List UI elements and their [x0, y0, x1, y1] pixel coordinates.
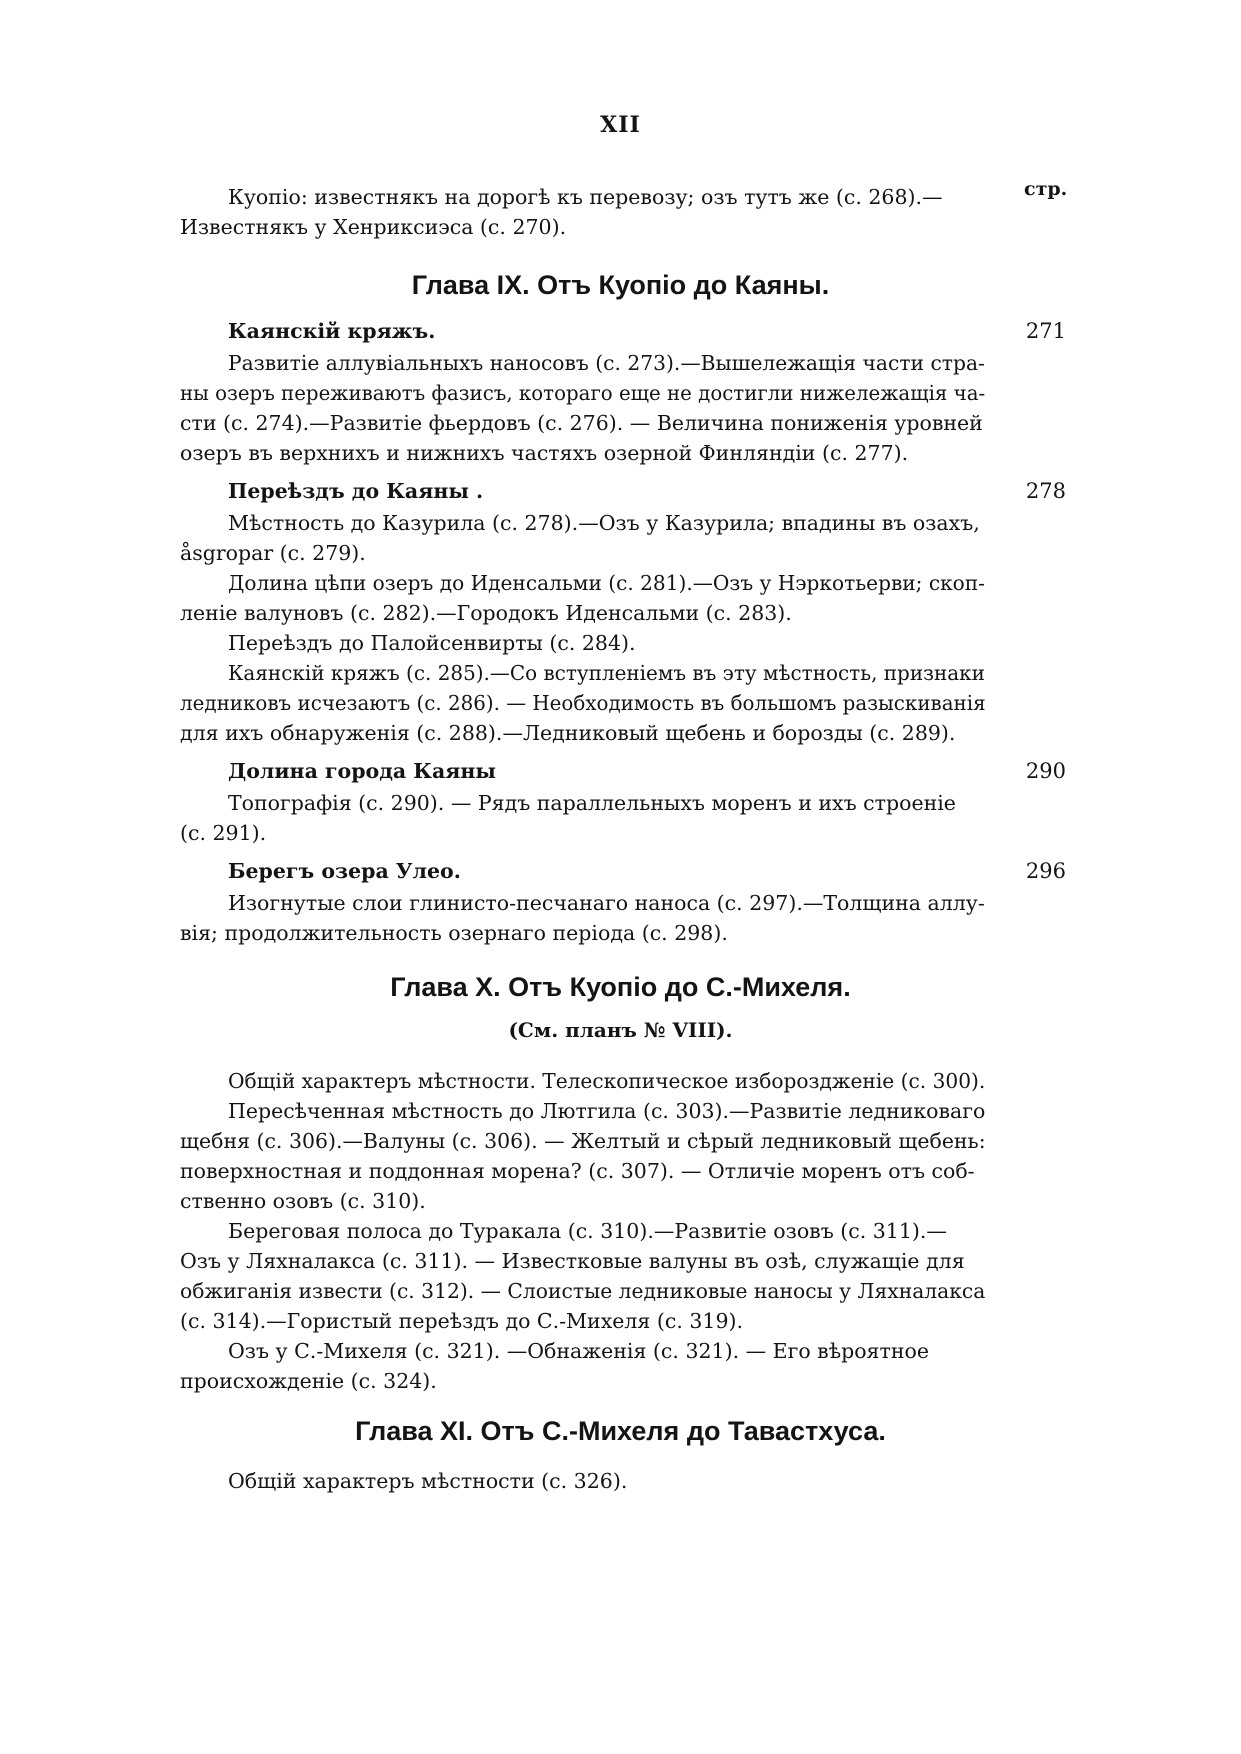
chapter-10-line: (с. 314).—Гористый переѣздъ до С.-Михеля (с. 319).: [180, 1309, 744, 1333]
section-title: Берегъ озера Улео.: [228, 859, 461, 883]
section-title: Долина города Каяны: [228, 759, 496, 783]
section-page: 278: [1025, 479, 1066, 503]
section-line: åsgropar (с. 279).: [180, 541, 366, 565]
section-title: Переѣздъ до Каяны .: [228, 479, 484, 503]
chapter-10-line: Пересѣченная мѣстность до Лютгила (с. 303).—Развитіе ледниковаго: [228, 1099, 986, 1123]
page-number: XII: [600, 112, 641, 138]
chapter-11-line: Общій характеръ мѣстности (с. 326).: [228, 1469, 628, 1493]
section-line: Долина цѣпи озеръ до Иденсальми (с. 281).—Озъ у Нэркотьерви; скоп-: [228, 571, 985, 595]
section-line: Топографія (с. 290). — Рядъ параллельныхъ моренъ и ихъ строеніе: [228, 791, 956, 815]
chapter-10-line: обжиганія извести (с. 312). — Слоистые ледниковые наносы у Ляхналакса: [180, 1279, 986, 1303]
section-line: леніе валуновъ (с. 282).—Городокъ Иденсальми (с. 283).: [180, 601, 792, 625]
chapter-10-line: Озъ у Ляхналакса (с. 311). — Известковые валуны въ озѣ, служащіе для: [180, 1249, 965, 1273]
section-title: Каянскій кряжъ.: [228, 319, 436, 343]
chapter-11-title: Глава XI. Отъ С.-Михеля до Тавастхуса.: [355, 1416, 886, 1446]
chapter-10-line: Общій характеръ мѣстности. Телескопическое избороздженіе (с. 300).: [228, 1069, 986, 1093]
intro-line: Известнякъ у Хенриксиэса (с. 270).: [180, 215, 567, 239]
section-page: 290: [1025, 759, 1066, 783]
section-page: 271: [1025, 319, 1066, 343]
chapter-10-line: Озъ у С.-Михеля (с. 321). —Обнаженія (с. 321). — Его вѣроятное: [228, 1339, 929, 1363]
chapter-10-line: Береговая полоса до Туракала (с. 310).—Развитіе озовъ (с. 311).—: [228, 1219, 947, 1243]
chapter-10-title: Глава X. Отъ Куопіо до С.-Михеля.: [390, 972, 851, 1002]
chapter-10-line: происхожденіе (с. 324).: [180, 1369, 437, 1393]
chapter-10-line: щебня (с. 306).—Валуны (с. 306). — Желтый и сѣрый ледниковый щебень:: [180, 1129, 986, 1153]
plan-reference: (См. планъ № VIII).: [508, 1018, 733, 1042]
intro-line: Куопіо: известнякъ на дорогѣ къ перевозу; озъ тутъ же (с. 268).—: [228, 185, 943, 209]
section-line: Мѣстность до Казурила (с. 278).—Озъ у Казурила; впадины въ озахъ,: [228, 511, 980, 535]
section-line: ледниковъ исчезаютъ (с. 286). — Необходимость въ большомъ разыскиванія: [180, 691, 986, 715]
page-column-label: стр.: [1024, 178, 1068, 200]
section-line: вія; продолжительность озернаго періода (с. 298).: [180, 921, 728, 945]
section-line: Развитіе аллувіальныхъ наносовъ (с. 273).—Вышележащія части стра-: [228, 351, 985, 375]
chapter-9-title: Глава IX. Отъ Куопіо до Каяны.: [411, 270, 830, 300]
section-line: Переѣздъ до Палойсенвирты (с. 284).: [228, 631, 636, 655]
section-line: Каянскій кряжъ (с. 285).—Со вступленіемъ въ эту мѣстность, признаки: [228, 661, 985, 685]
section-line: для ихъ обнаруженія (с. 288).—Ледниковый щебень и борозды (с. 289).: [180, 721, 956, 745]
section-page: 296: [1025, 859, 1066, 883]
section-line: озеръ въ верхнихъ и нижнихъ частяхъ озерной Финляндіи (с. 277).: [180, 441, 909, 465]
chapter-10-line: поверхностная и поддонная морена? (с. 307). — Отличіе моренъ отъ соб-: [180, 1159, 975, 1183]
section-line: сти (с. 274).—Развитіе фьердовъ (с. 276). — Величина пониженія уровней: [180, 411, 983, 435]
chapter-10-line: ственно озовъ (с. 310).: [180, 1189, 426, 1213]
section-line: ны озеръ переживаютъ фазисъ, котораго еще не достигли нижележащія ча-: [180, 381, 986, 405]
section-line: (с. 291).: [180, 821, 267, 845]
section-line: Изогнутые слои глинисто-песчанаго наноса (с. 297).—Толщина аллу-: [228, 891, 985, 915]
